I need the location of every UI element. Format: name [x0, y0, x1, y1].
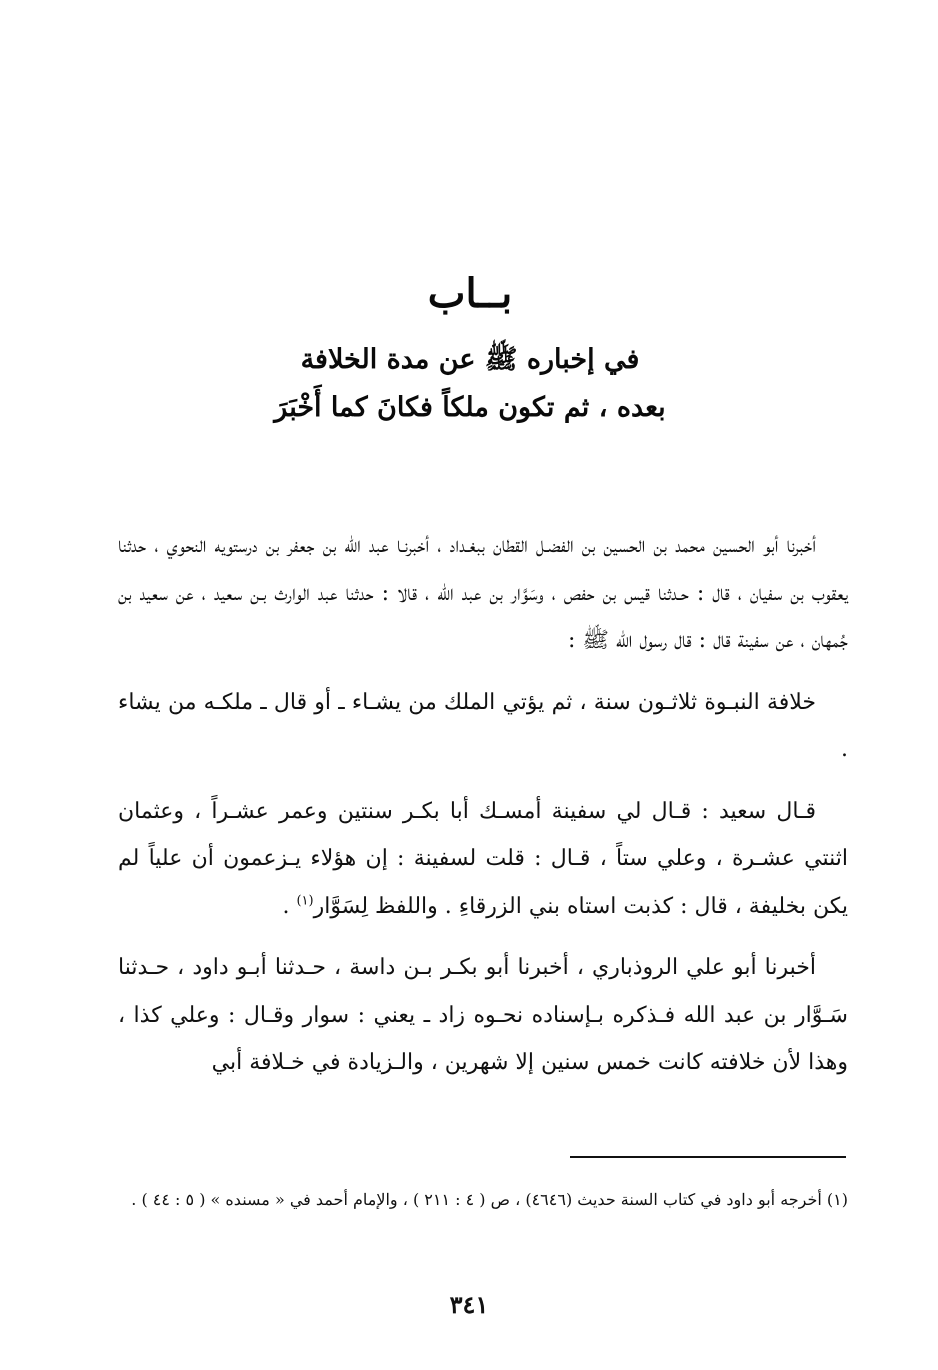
footnote-reference: (١) [296, 893, 314, 909]
footnote: (١) أخرجه أبو داود في كتاب السنة حديث (٤٦٤٦) ، ص ( ٤ : ٢١١ ) ، والإمام أحمد في « مسنده » ( ٥ : ٤٤ ) . [131, 1190, 848, 1209]
paragraph-commentary [118, 788, 848, 931]
chapter-title-line-1: في إخباره ﷺ عن مدة الخلافة [300, 344, 640, 375]
footnote-divider [570, 1156, 846, 1158]
paragraph-second-isnad: أخبرنا أبو علي الروذباري ، أخبرنا أبو بكـر بـن داسة ، حـدثنا أبـو داود ، حـدثنا سَـوَّار بن عبد الله فـذكره بـإسناده نحـوه زاد ـ يعني : سوار وقـال : وعلي كذا ، وهذا لأن خلافته كانت خمس سنين إلا شهرين ، والـزيادة في خـلافة أبي [118, 955, 848, 1075]
chapter-heading: بــاب [427, 270, 513, 317]
paragraph-commentary-end: . [282, 893, 297, 919]
page-number: ٣٤١ [449, 1290, 489, 1319]
paragraph-isnad: أخبرنا أبو الحسين محمد بن الحسين بن الفضـل القطان ببغـداد ، أخبرنـا عبد الله بن جعفر بن درستويه النحوي ، حدثنا يعقوب بن سفيان ، قال : حـدثنا قيس بن حفص ، وسَوَّار بن عبد الله ، قالا : حدثنا عبد الوارث بـن سعيد ، عن سعيد بن جُمهان ، عن سفينة قال : قال رسول الله ﷺ : [118, 533, 848, 653]
paragraph-hadith: خلافة النبـوة ثلاثـون سنة ، ثم يؤتي الملك من يشـاء ـ أو قال ـ ملكـه من يشاء . [118, 689, 848, 762]
paragraph-commentary-text: قـال سعيد : قـال لي سفينة أمسـك أبا بكـر سنتين وعمر عشـراً ، وعثمان اثنتي عشـرة ، وعلي ستاً ، قـال : قلت لسفينة : إن هؤلاء يـزعمون أن علياً لم يكن بخليفة ، قال : كذبت استاه بني الزرقاءِ . واللفظ لِسَوَّار [118, 798, 848, 919]
main-text [118, 522, 848, 1101]
chapter-title-line-2: بعده ، ثم تكون ملكاً فكانَ كما أَخْبَرَ [274, 392, 666, 423]
